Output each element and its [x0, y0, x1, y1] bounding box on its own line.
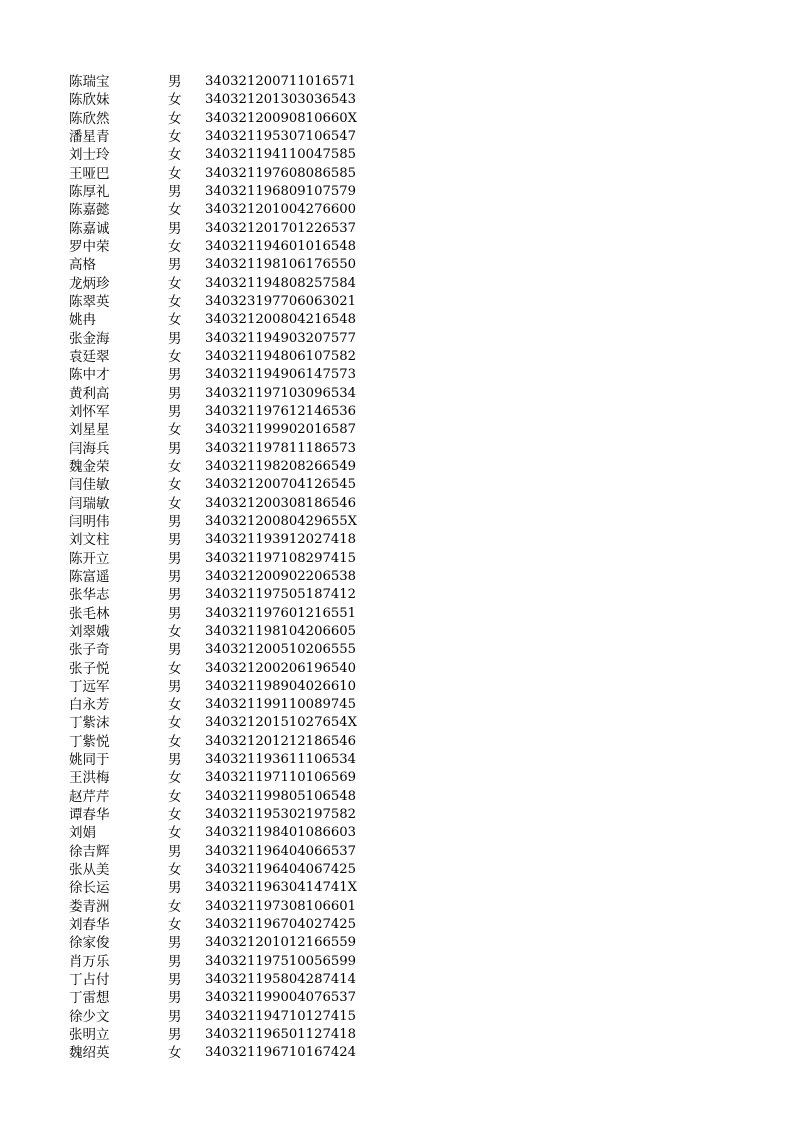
person-gender: 男	[168, 183, 182, 200]
person-name: 陈欣然	[69, 110, 110, 127]
table-row	[0, 366, 793, 384]
person-name: 王洪梅	[69, 770, 110, 787]
person-gender: 女	[168, 495, 182, 512]
person-name: 张明立	[69, 1027, 110, 1044]
table-row	[0, 605, 793, 623]
person-gender: 女	[168, 715, 182, 732]
person-name: 姚冉	[69, 312, 96, 329]
table-row	[0, 843, 793, 861]
person-id-number: 340321198106176550	[205, 257, 357, 273]
table-row	[0, 660, 793, 678]
person-gender: 女	[168, 110, 182, 127]
table-row	[0, 348, 793, 366]
person-name: 魏金荣	[69, 458, 110, 475]
table-row	[0, 806, 793, 824]
person-id-number: 340321197108297415	[205, 550, 357, 566]
table-row	[0, 531, 793, 549]
table-row	[0, 458, 793, 476]
person-id-number: 340321199805106548	[205, 788, 357, 804]
table-row	[0, 879, 793, 897]
table-row	[0, 733, 793, 751]
table-row	[0, 916, 793, 934]
table-row	[0, 824, 793, 842]
table-row	[0, 495, 793, 513]
table-row	[0, 1026, 793, 1044]
person-gender: 男	[168, 880, 182, 897]
person-id-number: 340321194110047585	[205, 147, 357, 163]
person-id-number: 340321194808257584	[205, 275, 357, 291]
person-gender: 女	[168, 898, 182, 915]
person-name: 陈翠英	[69, 293, 110, 310]
table-row	[0, 769, 793, 787]
person-gender: 男	[168, 257, 182, 274]
person-name: 刘怀军	[69, 403, 110, 420]
person-gender: 男	[168, 587, 182, 604]
person-name: 陈中才	[69, 367, 110, 384]
person-gender: 女	[168, 92, 182, 109]
person-name: 刘星星	[69, 422, 110, 439]
person-gender: 男	[168, 953, 182, 970]
person-name: 黄利高	[69, 385, 110, 402]
person-name: 张毛林	[69, 605, 110, 622]
person-gender: 女	[168, 238, 182, 255]
person-gender: 女	[168, 623, 182, 640]
person-gender: 女	[168, 733, 182, 750]
table-row	[0, 641, 793, 659]
person-name: 陈厚礼	[69, 183, 110, 200]
person-gender: 男	[168, 990, 182, 1007]
person-id-number: 340321201303036543	[205, 92, 357, 108]
person-id-number: 340321194601016548	[205, 238, 357, 254]
table-row	[0, 550, 793, 568]
person-id-number: 340321197811186573	[205, 440, 357, 456]
table-row	[0, 586, 793, 604]
table-row	[0, 953, 793, 971]
table-row	[0, 421, 793, 439]
person-name: 张子悦	[69, 660, 110, 677]
person-id-number: 340321196710167424	[205, 1045, 357, 1061]
person-gender: 女	[168, 422, 182, 439]
person-gender: 女	[168, 348, 182, 365]
table-row	[0, 788, 793, 806]
person-gender: 男	[168, 752, 182, 769]
person-name: 陈嘉懿	[69, 202, 110, 219]
person-id-number: 340321200804216548	[205, 312, 357, 328]
person-id-number: 340321193611106534	[205, 752, 357, 768]
person-gender: 女	[168, 862, 182, 879]
person-id-number: 340321198208266549	[205, 458, 357, 474]
table-row	[0, 146, 793, 164]
person-name: 刘文柱	[69, 532, 110, 549]
person-gender: 男	[168, 1027, 182, 1044]
person-id-number: 340321197612146536	[205, 403, 357, 419]
person-id-number: 340321201004276600	[205, 202, 357, 218]
person-gender: 女	[168, 697, 182, 714]
person-name: 刘士玲	[69, 147, 110, 164]
person-gender: 男	[168, 367, 182, 384]
person-name: 刘娟	[69, 825, 96, 842]
person-name: 闫明伟	[69, 513, 110, 530]
person-id-number: 34032119630414741X	[205, 880, 358, 896]
person-gender: 男	[168, 568, 182, 585]
person-gender: 男	[168, 678, 182, 695]
person-gender: 女	[168, 312, 182, 329]
person-gender: 男	[168, 532, 182, 549]
person-gender: 女	[168, 788, 182, 805]
table-row	[0, 220, 793, 238]
person-id-number: 340321195307106547	[205, 128, 357, 144]
table-row	[0, 403, 793, 421]
person-id-number: 340321196404066537	[205, 843, 357, 859]
person-name: 袁廷翠	[69, 348, 110, 365]
person-name: 罗中荣	[69, 238, 110, 255]
person-id-number: 340321197110106569	[205, 770, 357, 786]
person-name: 王哑巴	[69, 165, 110, 182]
person-gender: 女	[168, 660, 182, 677]
person-gender: 女	[168, 825, 182, 842]
person-name: 闫海兵	[69, 440, 110, 457]
person-name: 张从美	[69, 862, 110, 879]
table-row	[0, 1044, 793, 1062]
person-id-number: 340321197103096534	[205, 385, 357, 401]
table-row	[0, 898, 793, 916]
person-gender: 女	[168, 202, 182, 219]
person-id-number: 340321197505187412	[205, 587, 357, 603]
person-id-number: 340321195804287414	[205, 972, 357, 988]
person-id-number: 340323197706063021	[205, 293, 357, 309]
table-row	[0, 201, 793, 219]
person-name: 丁紫沫	[69, 715, 110, 732]
person-id-number: 340321198104206605	[205, 623, 357, 639]
person-gender: 男	[168, 330, 182, 347]
table-row	[0, 330, 793, 348]
person-name: 龙炳珍	[69, 275, 110, 292]
table-row	[0, 440, 793, 458]
person-name: 陈嘉诚	[69, 220, 110, 237]
person-name: 丁雷想	[69, 990, 110, 1007]
person-id-number: 340321199902016587	[205, 422, 357, 438]
table-row	[0, 971, 793, 989]
person-id-number: 340321193912027418	[205, 532, 357, 548]
person-id-number: 340321196704027425	[205, 917, 357, 933]
person-name: 闫佳敏	[69, 477, 110, 494]
person-name: 赵芹芹	[69, 788, 110, 805]
person-gender: 男	[168, 74, 182, 90]
person-name: 陈开立	[69, 550, 110, 567]
person-id-number: 340321194806107582	[205, 348, 357, 364]
person-name: 张华志	[69, 587, 110, 604]
person-gender: 女	[168, 147, 182, 164]
person-gender: 女	[168, 917, 182, 934]
person-name: 陈富遥	[69, 568, 110, 585]
person-name: 娄青洲	[69, 898, 110, 915]
table-row	[0, 678, 793, 696]
table-row	[0, 513, 793, 531]
person-name: 肖万乐	[69, 953, 110, 970]
person-id-number: 340321196501127418	[205, 1027, 357, 1043]
person-gender: 男	[168, 385, 182, 402]
person-name: 潘星青	[69, 128, 110, 145]
person-id-number: 340321194710127415	[205, 1008, 357, 1024]
person-gender: 男	[168, 843, 182, 860]
person-id-number: 340321200704126545	[205, 477, 357, 493]
table-row	[0, 934, 793, 952]
table-row	[0, 861, 793, 879]
person-id-number: 340321194906147573	[205, 367, 357, 383]
person-gender: 男	[168, 972, 182, 989]
records-list	[0, 73, 793, 1063]
person-id-number: 34032120080429655X	[205, 513, 358, 529]
table-row	[0, 696, 793, 714]
person-id-number: 340321200711016571	[205, 74, 357, 89]
person-gender: 女	[168, 770, 182, 787]
table-row	[0, 238, 793, 256]
person-name: 徐少文	[69, 1008, 110, 1025]
person-gender: 女	[168, 275, 182, 292]
person-gender: 男	[168, 513, 182, 530]
person-name: 白永芳	[69, 697, 110, 714]
person-gender: 女	[168, 458, 182, 475]
table-row	[0, 989, 793, 1007]
table-row	[0, 91, 793, 109]
table-row	[0, 476, 793, 494]
person-name: 高格	[69, 257, 96, 274]
person-gender: 男	[168, 1008, 182, 1025]
person-name: 丁占付	[69, 972, 110, 989]
person-name: 丁紫悦	[69, 733, 110, 750]
person-gender: 女	[168, 293, 182, 310]
person-id-number: 340321195302197582	[205, 807, 357, 823]
person-gender: 女	[168, 1045, 182, 1062]
person-name: 陈欣妹	[69, 92, 110, 109]
person-gender: 女	[168, 165, 182, 182]
person-name: 谭春华	[69, 807, 110, 824]
person-id-number: 340321196809107579	[205, 183, 357, 199]
person-name: 姚同于	[69, 752, 110, 769]
person-id-number: 340321197510056599	[205, 953, 357, 969]
person-gender: 女	[168, 807, 182, 824]
person-id-number: 34032120151027654X	[205, 715, 358, 731]
person-id-number: 340321196404067425	[205, 862, 357, 878]
person-id-number: 340321201012166559	[205, 935, 357, 951]
person-name: 张子奇	[69, 642, 110, 659]
person-id-number: 340321198401086603	[205, 825, 357, 841]
person-gender: 男	[168, 605, 182, 622]
table-row	[0, 256, 793, 274]
person-gender: 男	[168, 935, 182, 952]
person-gender: 男	[168, 550, 182, 567]
person-id-number: 340321200510206555	[205, 642, 357, 658]
person-name: 魏绍英	[69, 1045, 110, 1062]
person-name: 丁远军	[69, 678, 110, 695]
person-gender: 男	[168, 403, 182, 420]
person-id-number: 340321200902206538	[205, 568, 357, 584]
table-row	[0, 165, 793, 183]
person-id-number: 340321200308186546	[205, 495, 357, 511]
person-name: 徐家俊	[69, 935, 110, 952]
person-gender: 男	[168, 440, 182, 457]
table-row	[0, 385, 793, 403]
table-row	[0, 128, 793, 146]
table-row	[0, 311, 793, 329]
person-id-number: 340321198904026610	[205, 678, 357, 694]
person-gender: 女	[168, 128, 182, 145]
table-row	[0, 183, 793, 201]
person-name: 闫瑞敏	[69, 495, 110, 512]
table-row	[0, 714, 793, 732]
person-name: 徐吉辉	[69, 843, 110, 860]
table-row	[0, 1008, 793, 1026]
table-row	[0, 73, 793, 91]
person-name: 张金海	[69, 330, 110, 347]
person-id-number: 340321199004076537	[205, 990, 357, 1006]
person-id-number: 340321201701226537	[205, 220, 357, 236]
person-id-number: 340321199110089745	[205, 697, 357, 713]
person-id-number: 340321200206196540	[205, 660, 357, 676]
person-gender: 男	[168, 642, 182, 659]
person-name: 陈瑞宝	[69, 74, 110, 90]
person-id-number: 340321201212186546	[205, 733, 357, 749]
person-id-number: 340321197601216551	[205, 605, 357, 621]
person-id-number: 340321197308106601	[205, 898, 357, 914]
person-name: 刘春华	[69, 917, 110, 934]
table-row	[0, 293, 793, 311]
person-gender: 女	[168, 477, 182, 494]
person-id-number: 340321197608086585	[205, 165, 357, 181]
person-name: 徐长运	[69, 880, 110, 897]
table-row	[0, 275, 793, 293]
person-gender: 男	[168, 220, 182, 237]
person-id-number: 34032120090810660X	[205, 110, 358, 126]
person-name: 刘翠娥	[69, 623, 110, 640]
table-row	[0, 110, 793, 128]
table-row	[0, 623, 793, 641]
table-row	[0, 751, 793, 769]
person-id-number: 340321194903207577	[205, 330, 357, 346]
table-row	[0, 568, 793, 586]
